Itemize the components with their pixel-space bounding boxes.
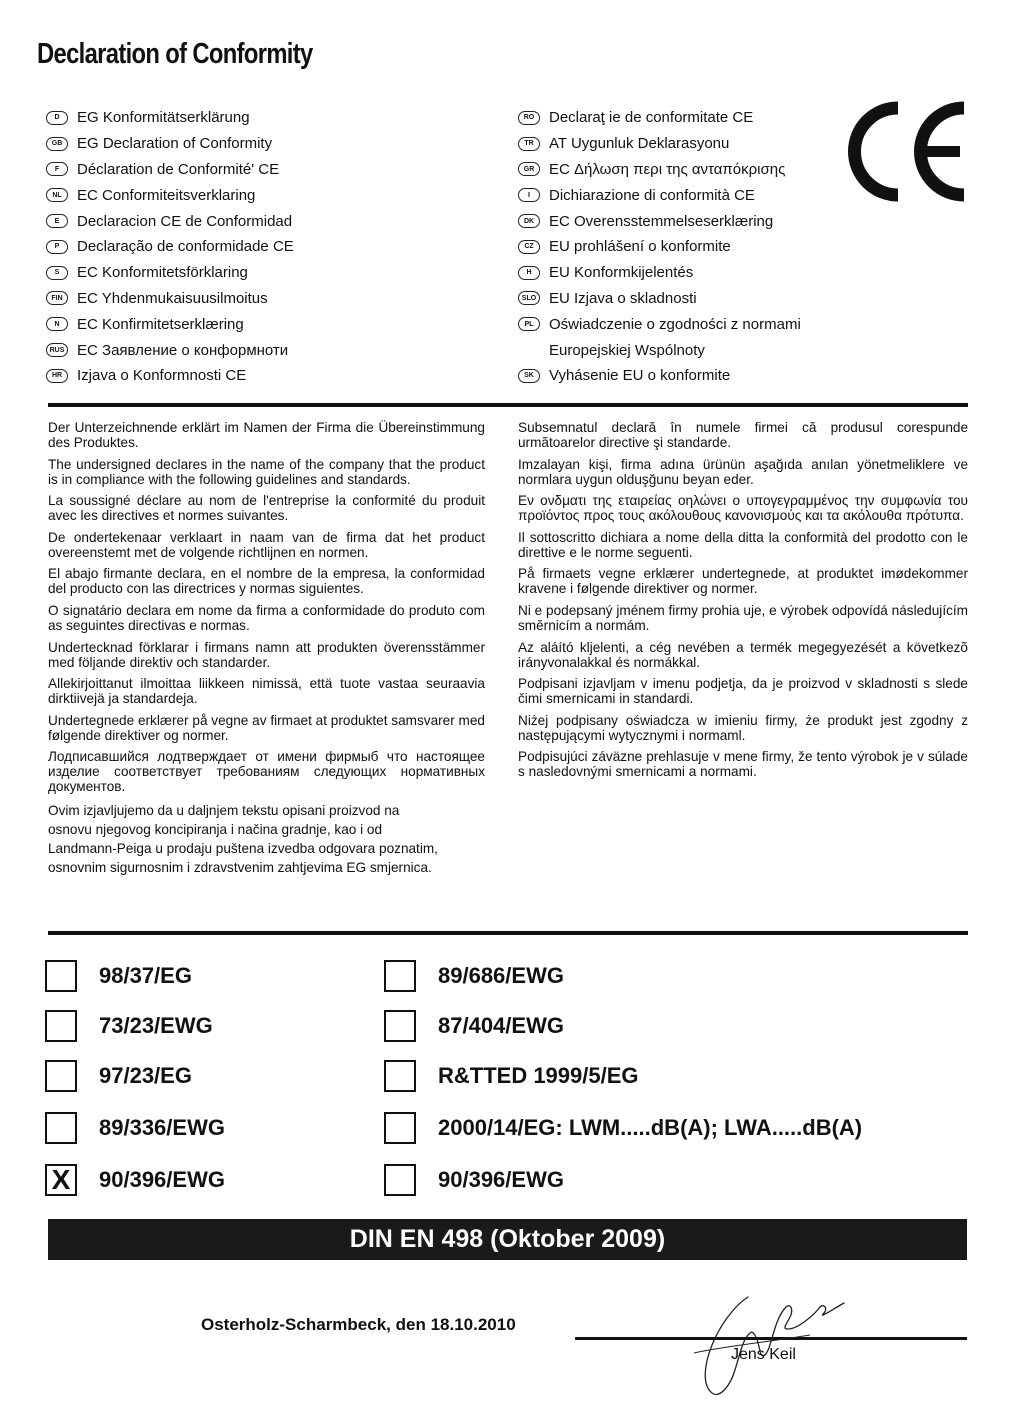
country-code-badge: GB: [46, 137, 68, 151]
directive-checkbox[interactable]: [384, 1010, 416, 1042]
language-item: [46, 234, 294, 260]
directive-item: [384, 951, 862, 1001]
statement-gr: Εν ονδματι της εταιρείας οηλώνει ο υπογεγραμμένος την συμφωνία του προϊόντος προς τους ακόλουθους κανονισμούς και τα ακόλουθα πρότυπα.: [518, 493, 968, 524]
statement-ru: Лодписавшийся лодтверждает от имени фирмыб что настоящее изделие соответствует требованиям следующих нормативных документов.: [48, 749, 485, 795]
country-code-badge: P: [46, 240, 68, 254]
directive-item: [384, 1051, 862, 1101]
directive-item: [384, 1001, 862, 1051]
directive-label: 2000/14/EG: LWM.....dB(A); LWA.....dB(A): [438, 1115, 863, 1140]
language-title: Oświadczenie o zgodności z normami: [549, 315, 801, 333]
directive-checkbox[interactable]: X: [45, 1164, 77, 1196]
directive-checkbox[interactable]: [45, 1010, 77, 1042]
country-code-badge: D: [46, 111, 68, 125]
language-title: Dichiarazione di conformità CE: [549, 186, 755, 204]
directive-label: 89/336/EWG: [99, 1115, 225, 1140]
language-title: EC Yhdenmukaisuusilmoitus: [77, 289, 268, 307]
directive-item: [45, 1101, 225, 1155]
directives-left: [45, 951, 225, 1205]
language-title: ЕС Заявление о конформноти: [77, 341, 289, 359]
language-item: [46, 337, 294, 363]
language-item: [518, 105, 801, 131]
statements-left: [48, 420, 485, 884]
page-title: Declaration of Conformity: [37, 38, 313, 70]
directive-item: [45, 1051, 225, 1101]
country-code-badge: PL: [518, 317, 540, 331]
divider: [48, 403, 968, 407]
directive-checkbox[interactable]: [45, 1060, 77, 1092]
statement-sk: Podpisujúci záväzne prehlasuje v mene firmy, že tento výrobok je v súlade s nasledovnými smernicami a normami.: [518, 749, 968, 780]
language-item: [46, 131, 294, 157]
country-code-badge: RO: [518, 111, 540, 125]
language-title: Declaracion CE de Conformidad: [77, 212, 293, 230]
statement-nl: De ondertekenaar verklaart in naam van de firma dat het product overeenstemt met de volgende richtlijnen en normen.: [48, 529, 485, 560]
statement-hr-line: Landmann-Peiga u prodaju puštena izvedba odgovara poznatim,: [48, 840, 438, 856]
directive-checkbox[interactable]: [384, 1060, 416, 1092]
directive-item: [45, 1155, 225, 1205]
directive-label: 90/396/EWG: [99, 1167, 225, 1192]
language-title: Déclaration de Conformité' CE: [77, 160, 280, 178]
handwritten-signature: [690, 1285, 860, 1405]
language-item: [46, 311, 294, 337]
directive-item: [384, 1101, 862, 1155]
directive-item: [384, 1155, 862, 1205]
country-code-badge: I: [518, 188, 540, 202]
statement-dk: På firmaets vegne erklærer undertegnede, at produktet imødekommer kravene i følgende direktiver og normer.: [518, 566, 968, 597]
directive-label: 73/23/EWG: [99, 1013, 213, 1038]
directive-item: [45, 1001, 225, 1051]
country-code-badge: HR: [46, 369, 68, 383]
statements-right: [518, 420, 968, 786]
directive-label: 89/686/EWG: [438, 963, 564, 988]
language-item: [46, 157, 294, 183]
language-title: Izjava o Konformnosti CE: [77, 367, 247, 385]
directive-checkbox[interactable]: [384, 1112, 416, 1144]
directive-checkbox[interactable]: [45, 1112, 77, 1144]
statement-pt: O signatário declara em nome da firma a conformidade do produto com as seguintes directivas e normas.: [48, 602, 485, 633]
directive-label: 98/37/EG: [99, 963, 192, 988]
statement-de: Der Unterzeichnende erklärt im Namen der Firma die Übereinstimmung des Produktes.: [48, 420, 485, 450]
language-item: [518, 208, 801, 234]
language-title: AT Uygunluk Deklarasyonu: [549, 135, 730, 153]
language-item: [518, 131, 801, 157]
country-code-badge: S: [46, 266, 68, 280]
language-item: [518, 260, 801, 286]
country-code-badge: TR: [518, 137, 540, 151]
language-title: EU prohlášení o konformite: [549, 238, 731, 256]
country-code-badge: GR: [518, 162, 540, 176]
statement-hr-line: osnovu njegovog koncipiranja i načina gradnje, kao i od: [48, 821, 383, 837]
statement-es: El abajo firmante declara, en el nombre de la empresa, la conformidad del producto con las directrices y normas siguientes.: [48, 566, 485, 597]
directive-checkbox[interactable]: [45, 960, 77, 992]
statement-tr: Imzalayan kişi, firma adına ürünün aşağıda anılan yönetmeliklere ve normlara uygun olduşğunu beyan eder.: [518, 456, 968, 487]
language-item: [46, 208, 294, 234]
directive-label: R&TTED 1999/5/EG: [438, 1063, 639, 1088]
directive-checkbox[interactable]: [384, 960, 416, 992]
language-item: [518, 234, 801, 260]
directive-checkbox[interactable]: [384, 1164, 416, 1196]
language-title: EU Izjava o skladnosti: [549, 289, 697, 307]
directive-label: 90/396/EWG: [438, 1167, 564, 1192]
directives-right: [384, 951, 862, 1205]
language-title: EC Konfirmitetserklæring: [77, 315, 244, 333]
language-title: EC Δήλωση περι της ανταπόκρισης: [549, 160, 786, 178]
ce-mark-logo: [848, 100, 970, 203]
statement-hr-line: Ovim izjavljujemo da u daljnjem tekstu opisani proizvod na: [48, 802, 400, 818]
language-item: [518, 337, 801, 363]
statement-slo: Podpisani izjavljam v imenu podjetja, da je proizvod v skladnosti s slede čimi smernicami in standardi.: [518, 676, 968, 707]
language-title: Declaraţ ie de conformitate CE: [549, 109, 754, 127]
language-item: [46, 105, 294, 131]
directive-label: 97/23/EG: [99, 1063, 192, 1088]
language-title: EC Overensstemmelseserklæring: [549, 212, 774, 230]
statement-it: Il sottoscritto dichiara a nome della ditta la conformità del prodotto con le direttive e le norme seguenti.: [518, 529, 968, 560]
country-code-badge: SK: [518, 369, 540, 383]
signer-name: Jens Keil: [731, 1346, 796, 1363]
language-title: EU Konformkijelentés: [549, 264, 694, 282]
country-code-badge: RUS: [46, 343, 68, 357]
standard-banner: [48, 1219, 967, 1260]
language-title: EC Konformitetsförklaring: [77, 264, 248, 282]
statement-hr-line: osnovnim sigurnosnim i zdravstvenim zahtjevima EG smjernica.: [48, 859, 432, 875]
directive-item: [45, 951, 225, 1001]
language-item: [518, 157, 801, 183]
place-date: Osterholz-Scharmbeck, den 18.10.2010: [201, 1315, 516, 1334]
country-code-badge: FIN: [46, 291, 68, 305]
statement-cz: Ni e podepsaný jménem firmy prohia uje, e výrobek odpovídá následujícím smĕrnicím a normám.: [518, 602, 968, 633]
country-code-badge: F: [46, 162, 68, 176]
language-item: [518, 286, 801, 312]
statement-ro: Subsemnatul declară în numele firmei că produsul corespunde urmãtoarelor directive şi standarde.: [518, 420, 968, 450]
language-item: [518, 182, 801, 208]
language-title: Vyhásenie EU o konformite: [549, 367, 731, 385]
country-code-badge: SLO: [518, 291, 540, 305]
language-item: [518, 363, 801, 389]
language-item: [46, 182, 294, 208]
country-code-badge: NL: [46, 188, 68, 202]
language-title: Declaração de conformidade CE: [77, 238, 294, 256]
divider: [48, 931, 968, 935]
country-code-badge: N: [46, 317, 68, 331]
country-code-badge: H: [518, 266, 540, 280]
language-item: [46, 260, 294, 286]
language-title: EG Declaration of Conformity: [77, 135, 273, 153]
statement-sv: Undertecknad förklarar i firmans namn att produkten överensstämmer med följande direktiv och standarder.: [48, 639, 485, 670]
standard-label: DIN EN 498 (Oktober 2009): [349, 1225, 666, 1253]
language-item: [518, 311, 801, 337]
statement-fr: La soussigné déclare au nom de l'entreprise la conformité du produit avec les directives et normes suivantes.: [48, 493, 485, 524]
country-code-badge: DK: [518, 214, 540, 228]
language-item: [46, 363, 294, 389]
statement-no: Undertegnede erklærer på vegne av firmaet at produktet samsvarer med følgende direktiver og normer.: [48, 712, 485, 743]
statement-hr: [48, 801, 485, 877]
statement-pl: Niżej podpisany oświadcza w imieniu firmy, że produkt jest zgodny z następującymi wytycznymi i normaml.: [518, 712, 968, 743]
country-code-badge: CZ: [518, 240, 540, 254]
country-code-badge: [518, 343, 540, 357]
language-title: EC Conformiteitsverklaring: [77, 186, 256, 204]
language-title: Europejskiej Wspólnoty: [549, 341, 705, 359]
language-title: EG Konformitätserklärung: [77, 109, 250, 127]
statement-fi: Allekirjoittanut ilmoittaa liikkeen nimissä, että tuote vastaa seuraavia dirktiivejä ja standardeja.: [48, 676, 485, 707]
language-list-right: [518, 105, 801, 389]
language-list-left: [46, 105, 294, 389]
country-code-badge: E: [46, 214, 68, 228]
statement-en: The undersigned declares in the name of the company that the product is in compliance with the following guidelines and standards.: [48, 456, 485, 487]
directive-label: 87/404/EWG: [438, 1013, 564, 1038]
statement-hu: Az aláító kljelenti, a cég nevében a termék megegyezését a következõ irányvonalakkal és normákkal.: [518, 639, 968, 670]
language-item: [46, 286, 294, 312]
